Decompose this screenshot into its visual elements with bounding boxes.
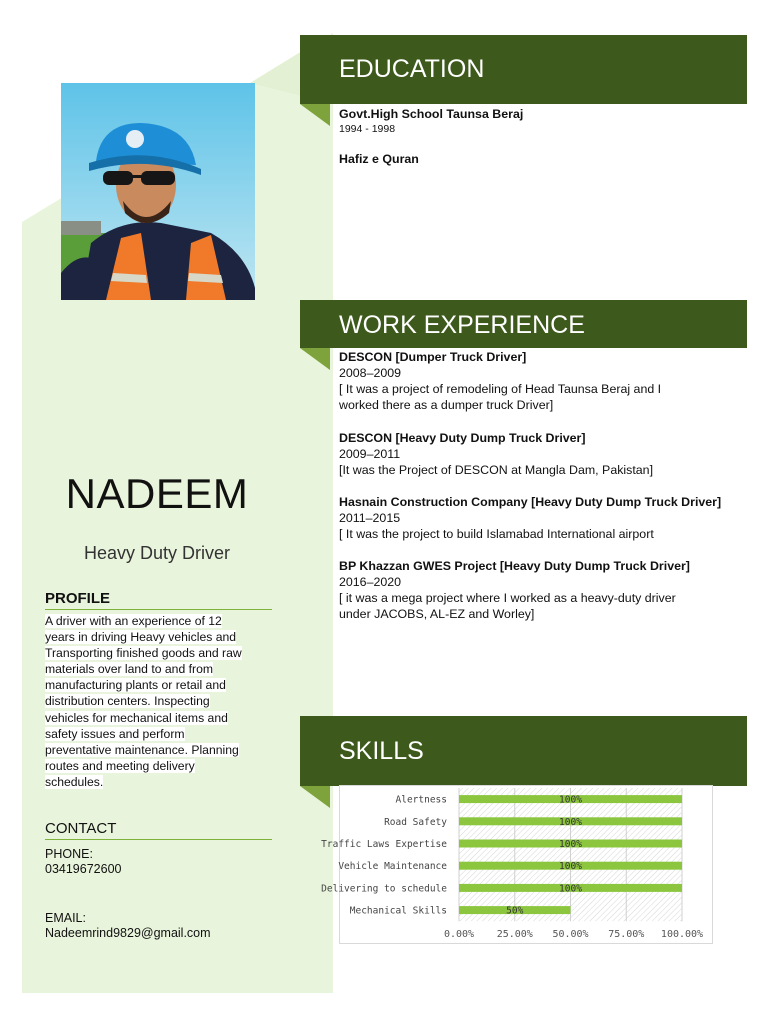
chart-x-tick-label: 50.00% [552, 929, 589, 941]
profile-line: routes and meeting delivery [45, 758, 195, 773]
job-years: 2008–2009 [339, 366, 402, 380]
job-title: DESCON [Heavy Duty Dump Truck Driver] [339, 431, 586, 445]
chart-x-tick-label: 100.00% [660, 929, 704, 941]
chart-x-tick-label: 25.00% [496, 929, 533, 941]
candidate-role: Heavy Duty Driver [83, 543, 231, 563]
chart-category-label: Mechanical Skills [349, 905, 447, 917]
job-description: [It was the Project of DESCON at Mangla Dam, Pakistan] [339, 463, 654, 477]
job-title: DESCON [Dumper Truck Driver] [339, 350, 527, 364]
skills-chart [321, 786, 712, 943]
chart-data-label: 100% [559, 816, 582, 828]
job-years: 2009–2011 [339, 447, 401, 461]
skills-banner [300, 716, 747, 786]
email-value: Nadeemrind9829@gmail.com [45, 926, 211, 940]
chart-category-label: Delivering to schedule [321, 883, 447, 895]
chart-x-tick-label: 0.00% [443, 929, 475, 941]
job-description: under JACOBS, AL-EZ and Worley] [339, 607, 535, 621]
chart-category-label: Alertness [395, 794, 447, 806]
phone-value: 03419672600 [45, 862, 122, 876]
chart-data-label: 100% [559, 794, 582, 806]
education-years: 1994 - 1998 [339, 123, 396, 135]
chart-category-label: Vehicle Maintenance [338, 861, 447, 873]
skills-banner-fold [300, 786, 330, 808]
work-heading: WORK EXPERIENCE [339, 311, 585, 339]
work-banner-fold [300, 348, 330, 370]
profile-line: distribution centers. Inspecting [45, 694, 210, 709]
contact-heading: CONTACT [45, 820, 272, 840]
chart-data-label: 100% [559, 883, 582, 895]
candidate-name: NADEEM [65, 470, 249, 517]
job-title: BP Khazzan GWES Project [Heavy Duty Dump Truck Driver] [339, 559, 690, 573]
job-description: [ It was the project to build Islamabad International airport [339, 527, 654, 541]
chart-category-label: Traffic Laws Expertise [321, 839, 447, 850]
job-title: Hasnain Construction Company [Heavy Duty Dump Truck Driver] [339, 495, 722, 509]
job-years: 2016–2020 [339, 575, 402, 589]
chart-category-label: Road Safety [384, 816, 447, 828]
education-banner [300, 35, 747, 104]
skills-chart-container [321, 785, 713, 944]
education-banner-fold [300, 104, 330, 126]
profile-line: materials over land to and from [45, 662, 213, 677]
profile-text [45, 613, 267, 790]
profile-line: Transporting finished goods and raw [45, 646, 242, 661]
job-description: [ It was a project of remodeling of Head Taunsa Beraj and I [339, 382, 662, 396]
profile-line: preventative maintenance. Planning [45, 742, 239, 757]
email-label: EMAIL: [45, 911, 86, 925]
chart-data-label: 100% [559, 861, 582, 873]
job-years: 2011–2015 [339, 511, 401, 525]
job-description: [ it was a mega project where I worked as a heavy-duty driver [339, 591, 676, 605]
profile-line: vehicles for mechanical items and [45, 710, 228, 725]
profile-photo [61, 83, 255, 300]
profile-line: A driver with an experience of 12 [45, 614, 222, 628]
phone-label: PHONE: [45, 847, 93, 861]
skills-heading: SKILLS [339, 737, 424, 765]
profile-line: manufacturing plants or retail and [45, 678, 226, 693]
profile-line: schedules. [45, 774, 104, 789]
education-heading: EDUCATION [339, 55, 485, 83]
chart-data-label: 100% [559, 839, 582, 850]
education-extra: Hafiz e Quran [339, 152, 419, 166]
profile-line: safety issues and perform [45, 726, 185, 741]
chart-data-label: 50% [506, 905, 524, 917]
profile-line: years in driving Heavy vehicles and [45, 630, 237, 645]
job-description: worked there as a dumper truck Driver] [339, 398, 554, 412]
education-school: Govt.High School Taunsa Beraj [339, 107, 524, 121]
profile-heading: PROFILE [45, 590, 272, 610]
chart-x-tick-label: 75.00% [608, 929, 645, 941]
work-banner [300, 300, 747, 348]
